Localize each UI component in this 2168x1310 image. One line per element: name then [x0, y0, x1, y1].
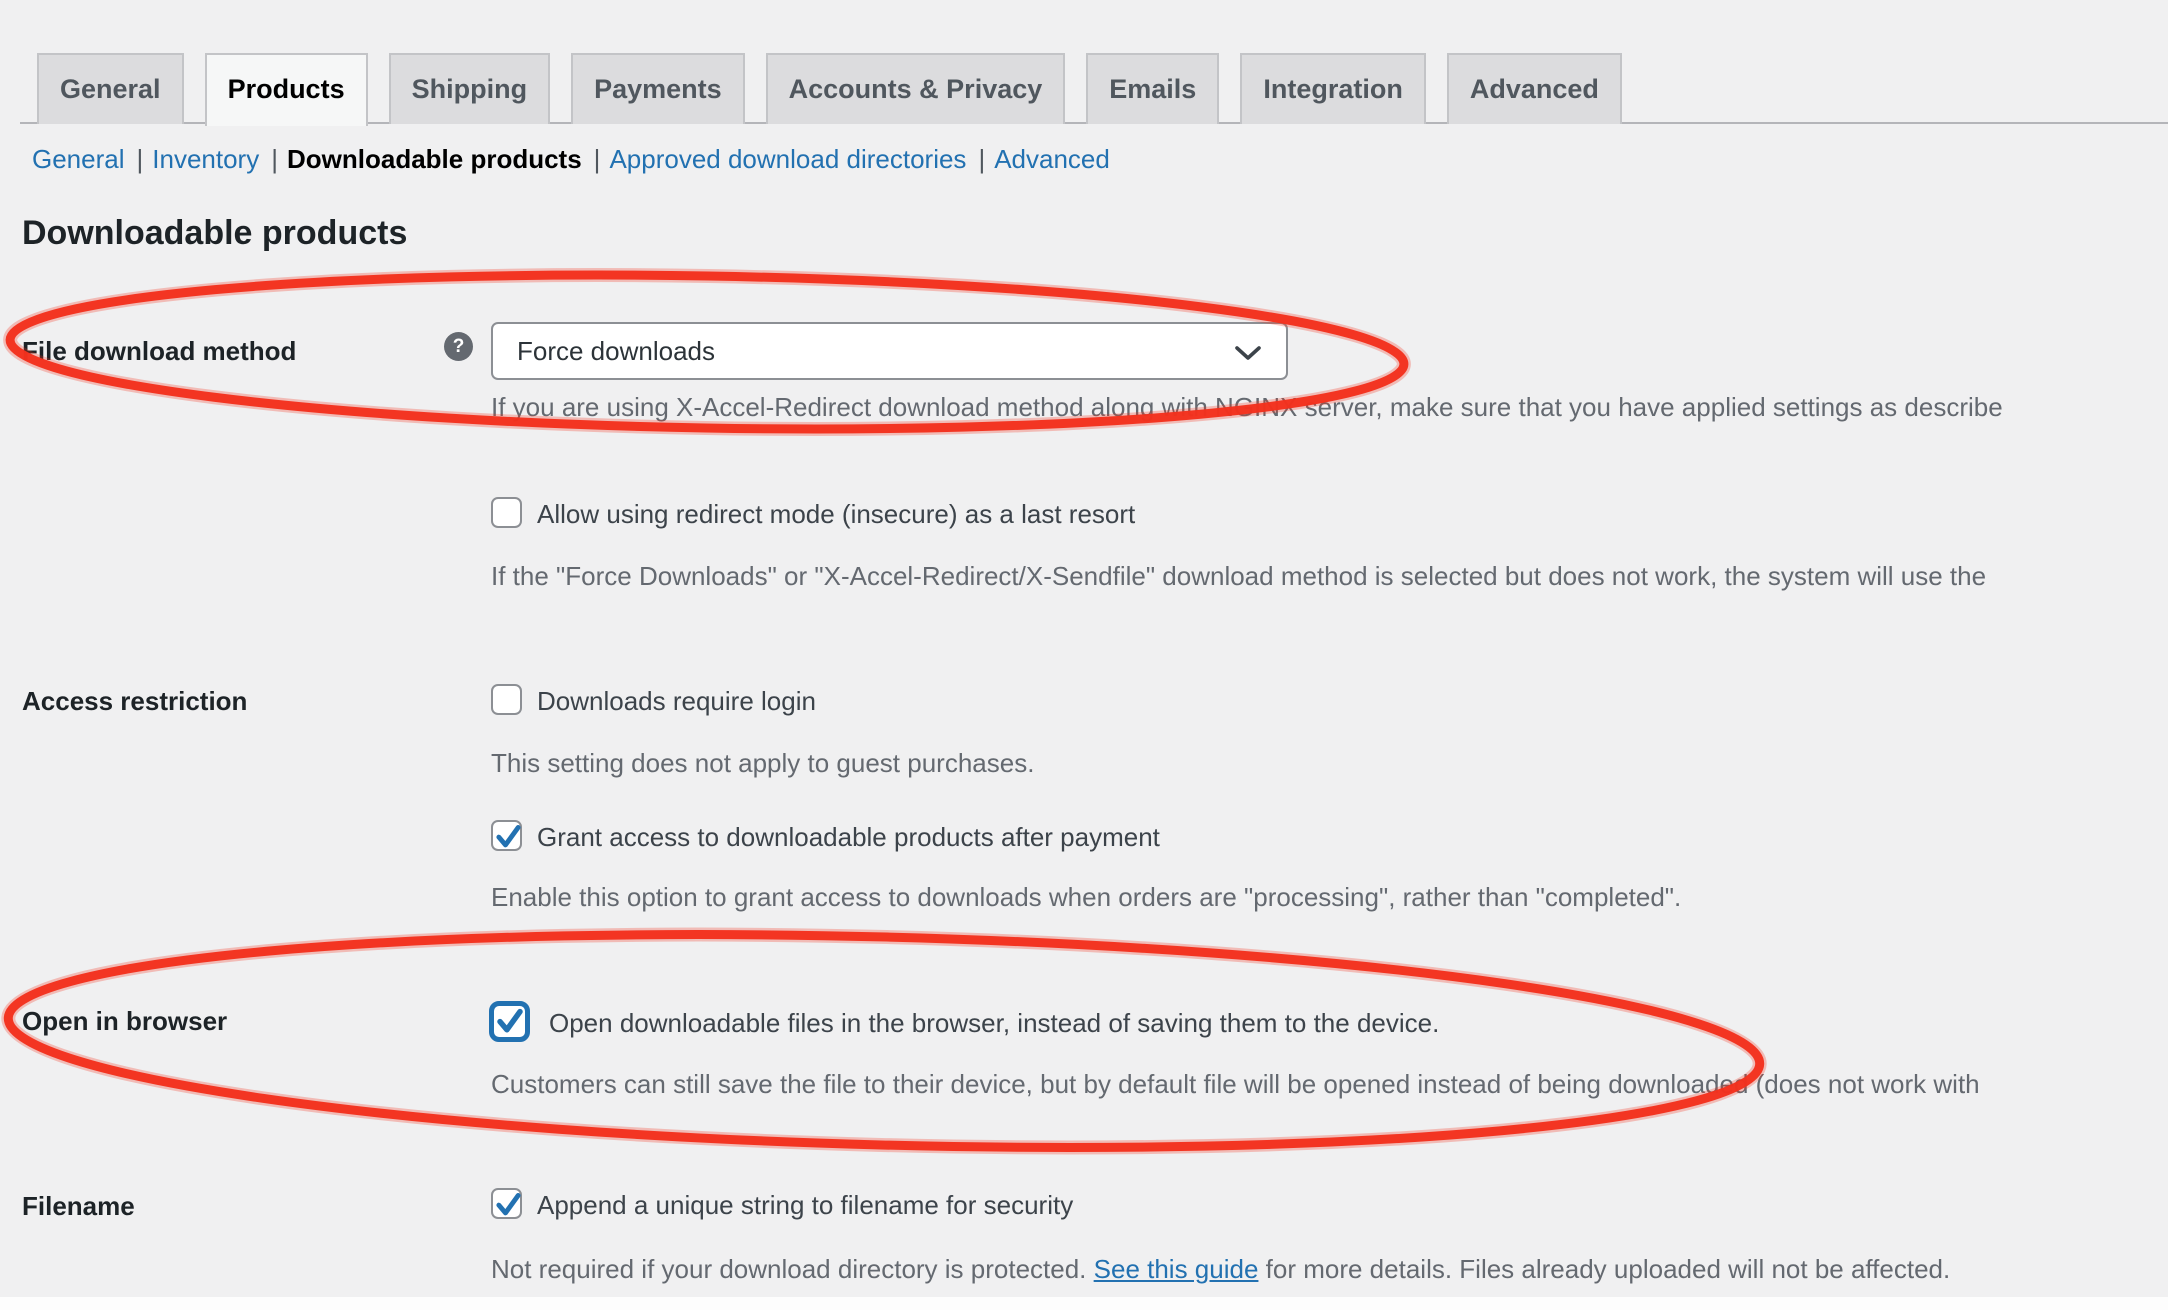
grant-access-checkbox[interactable] — [491, 820, 522, 851]
tab-general[interactable]: General — [37, 53, 184, 124]
filename-label: Filename — [22, 1191, 135, 1221]
check-icon — [494, 1190, 523, 1219]
tab-integration[interactable]: Integration — [1240, 53, 1426, 124]
open-in-browser-description: Customers can still save the file to their device, but by default file will be opened instead of being downloaded (does not work with — [491, 1069, 1980, 1099]
help-icon[interactable]: ? — [444, 332, 473, 361]
filename-unique-string-label[interactable]: Append a unique string to filename for security — [537, 1190, 1074, 1220]
subnav-separator: | — [978, 144, 986, 174]
settings-tabs — [37, 53, 1622, 126]
filename-description-text: Not required if your download directory is protected. — [491, 1254, 1094, 1284]
redirect-fallback-checkbox[interactable] — [491, 497, 522, 528]
redirect-fallback-description: If the "Force Downloads" or "X-Accel-Redirect/X-Sendfile" download method is selected but does not work, the system will use the — [491, 561, 1987, 591]
tab-shipping[interactable]: Shipping — [389, 53, 550, 124]
open-in-browser-checkbox[interactable] — [489, 1001, 530, 1042]
products-subnav — [32, 144, 1110, 175]
subnav-approved-download-directories[interactable]: Approved download directories — [609, 144, 967, 174]
subnav-separator: | — [593, 144, 601, 174]
check-icon — [494, 822, 523, 851]
chevron-down-icon — [1234, 345, 1262, 362]
tab-advanced[interactable]: Advanced — [1447, 53, 1622, 124]
filename-description-text: for more details. Files already uploaded will not be affected. — [1258, 1254, 1951, 1284]
tab-products[interactable]: Products — [205, 53, 368, 126]
selected-option: Force downloads — [517, 336, 715, 366]
grant-access-label[interactable]: Grant access to downloadable products after payment — [537, 822, 1160, 852]
check-icon — [495, 1006, 525, 1036]
downloads-require-login-label[interactable]: Downloads require login — [537, 686, 816, 716]
open-in-browser-label: Open in browser — [22, 1006, 228, 1036]
downloads-require-login-checkbox[interactable] — [491, 684, 522, 715]
see-this-guide-link[interactable]: See this guide — [1093, 1254, 1259, 1284]
subnav-general[interactable]: General — [32, 144, 125, 174]
redirect-fallback-label[interactable]: Allow using redirect mode (insecure) as a last resort — [537, 499, 1136, 529]
subnav-advanced[interactable]: Advanced — [994, 144, 1110, 174]
downloads-require-login-description: This setting does not apply to guest purchases. — [491, 748, 1035, 778]
bottom-edge-strip — [0, 1297, 2168, 1310]
filename-unique-string-checkbox[interactable] — [491, 1188, 522, 1219]
subnav-downloadable-products[interactable]: Downloadable products — [286, 144, 582, 174]
open-in-browser-checkbox-label[interactable]: Open downloadable files in the browser, instead of saving them to the device. — [549, 1008, 1440, 1038]
subnav-separator: | — [271, 144, 278, 174]
subnav-inventory[interactable]: Inventory — [152, 144, 260, 174]
tab-emails[interactable]: Emails — [1086, 53, 1219, 124]
tab-payments[interactable]: Payments — [571, 53, 745, 124]
subnav-separator: | — [136, 144, 144, 174]
grant-access-description: Enable this option to grant access to downloads when orders are "processing", rather than "completed". — [491, 882, 1682, 912]
tab-accounts-privacy[interactable]: Accounts & Privacy — [766, 53, 1066, 124]
access-restriction-label: Access restriction — [22, 686, 248, 716]
file-download-method-select[interactable] — [491, 322, 1288, 380]
red-ellipse-open-in-browser — [6, 914, 1763, 1168]
filename-description — [491, 1254, 1950, 1285]
file-download-method-label: File download method — [22, 336, 297, 366]
file-download-method-description: If you are using X-Accel-Redirect download method along with NGINX server, make sure that you have applied settings as describe — [491, 392, 2003, 422]
page-title: Downloadable products — [22, 214, 408, 252]
